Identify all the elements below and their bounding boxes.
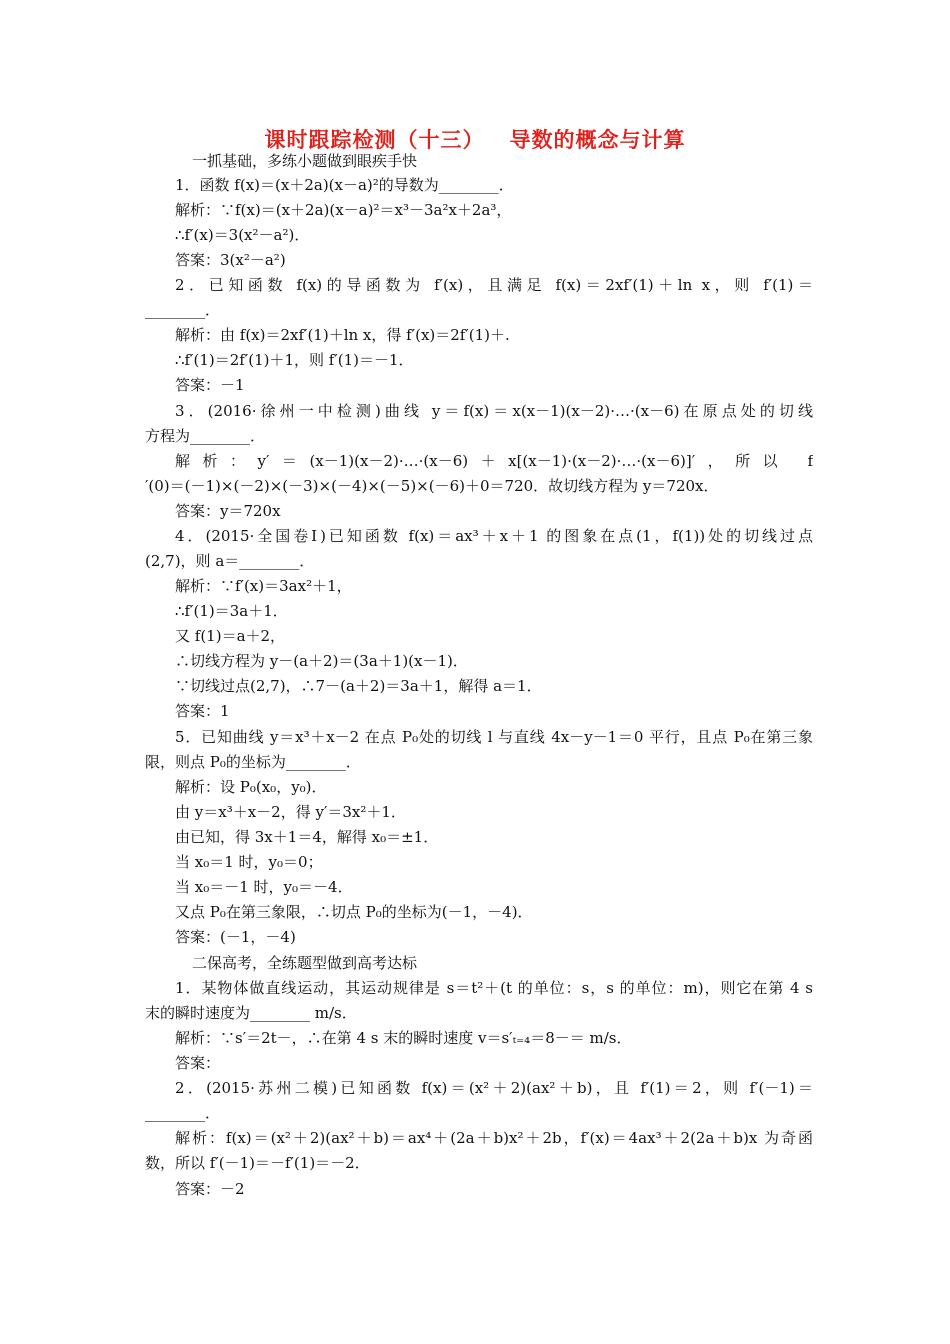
p1-question: 1．某物体做直线运动，其运动规律是 s＝t²＋(t 的单位：s，s 的单位：m)，则它在第 4 s <box>175 979 813 997</box>
p2-analysis: 数，所以 f′(－1)＝－f′(1)＝－2． <box>145 1154 370 1172</box>
q1-analysis: ∴f′(x)＝3(x²－a²)． <box>175 226 310 244</box>
q3-analysis: ′(0)＝(－1)×(－2)×(－3)×(－4)×(－5)×(－6)＋0＝720．故切线方程为 y＝720x． <box>145 477 719 495</box>
q5-analysis: 解析：设 P₀(x₀，y₀)． <box>175 778 327 796</box>
p1-answer: 答案： <box>175 1054 221 1072</box>
q4-answer: 答案：1 <box>175 702 230 720</box>
p2-question: ________． <box>145 1104 221 1122</box>
q4-analysis: ∴f′(1)＝3a＋1． <box>175 602 288 620</box>
q2-analysis: 解析：由 f(x)＝2xf′(1)＋ln x，得 f′(x)＝2f′(1)＋. <box>175 326 510 344</box>
q3-answer: 答案：y＝720x <box>175 502 281 520</box>
q1-analysis: 解析：∵f(x)＝(x＋2a)(x－a)²＝x³－3a²x＋2a³， <box>175 201 512 219</box>
q4-analysis: ∴切线方程为 y－(a＋2)＝(3a＋1)(x－1)． <box>175 652 468 670</box>
q4-question: 4．(2015·全国卷Ⅰ)已知函数 f(x)＝ax³＋x＋1 的图象在点(1，f(1))处的切线过点 <box>175 527 813 545</box>
q1-answer: 答案：3(x²－a²) <box>175 251 286 269</box>
q1-question: 1．函数 f(x)＝(x＋2a)(x－a)²的导数为________． <box>175 176 514 194</box>
q4-analysis: 又 f(1)＝a＋2， <box>175 627 286 645</box>
q5-analysis: 由已知，得 3x＋1＝4，解得 x₀＝±1． <box>175 828 439 846</box>
page-title: 课时跟踪检测（十三） 导数的概念与计算 <box>264 127 686 152</box>
q2-analysis: ∴f′(1)＝2f′(1)＋1，则 f′(1)＝－1． <box>175 351 414 369</box>
q5-question: 限，则点 P₀的坐标为________． <box>145 753 361 771</box>
p2-answer: 答案：－2 <box>175 1180 245 1198</box>
q5-analysis: 由 y＝x³＋x－2，得 y′＝3x²＋1． <box>175 803 406 821</box>
q5-question: 5．已知曲线 y＝x³＋x－2 在点 P₀处的切线 l 与直线 4x－y－1＝0 平行，且点 P₀在第三象 <box>175 728 813 746</box>
q4-analysis: 解析：∵f′(x)＝3ax²＋1， <box>175 577 352 595</box>
q5-answer: 答案：(－1，－4) <box>175 928 296 946</box>
q3-question: 方程为________． <box>145 427 266 445</box>
p2-analysis: 解析：f(x)＝(x²＋2)(ax²＋b)＝ax⁴＋(2a＋b)x²＋2b，f′(x)＝4ax³＋2(2a＋b)x 为奇函 <box>175 1129 813 1147</box>
q4-question: (2,7)，则 a＝________． <box>145 552 315 570</box>
q5-analysis: 当 x₀＝－1 时，y₀＝－4． <box>175 878 353 896</box>
q2-question: ________． <box>145 301 221 319</box>
q2-question: 2．已知函数 f(x)的导函数为 f′(x)，且满足 f(x)＝2xf′(1)＋ln x，则 f′(1)＝ <box>175 276 813 294</box>
p1-analysis: 解析：∵s′＝2t－，∴在第 4 s 末的瞬时速度 v＝s′ₜ₌₄＝8－＝ m/s． <box>175 1029 632 1047</box>
section-heading-1: 一抓基础，多练小题做到眼疾手快 <box>192 152 418 170</box>
p1-question: 末的瞬时速度为________ m/s． <box>145 1004 357 1022</box>
q3-analysis: 解析：y′＝(x－1)(x－2)·…·(x－6)＋x[(x－1)·(x－2)·…·(x－6)]′，所以 f <box>175 452 813 470</box>
q2-answer: 答案：－1 <box>175 376 245 394</box>
section-heading-2: 二保高考，全练题型做到高考达标 <box>192 954 418 972</box>
q3-question: 3．(2016·徐州一中检测)曲线 y＝f(x)＝x(x－1)(x－2)·…·(x－6)在原点处的切线 <box>175 402 813 420</box>
q5-analysis: 当 x₀＝1 时，y₀＝0； <box>175 853 323 871</box>
p2-question: 2．(2015·苏州二模)已知函数 f(x)＝(x²＋2)(ax²＋b)，且 f′(1)＝2，则 f′(－1)＝ <box>175 1079 813 1097</box>
q5-analysis: 又点 P₀在第三象限，∴切点 P₀的坐标为(－1，－4)． <box>175 903 533 921</box>
q4-analysis: ∵切线过点(2,7)，∴7－(a＋2)＝3a＋1，解得 a＝1． <box>175 677 542 695</box>
